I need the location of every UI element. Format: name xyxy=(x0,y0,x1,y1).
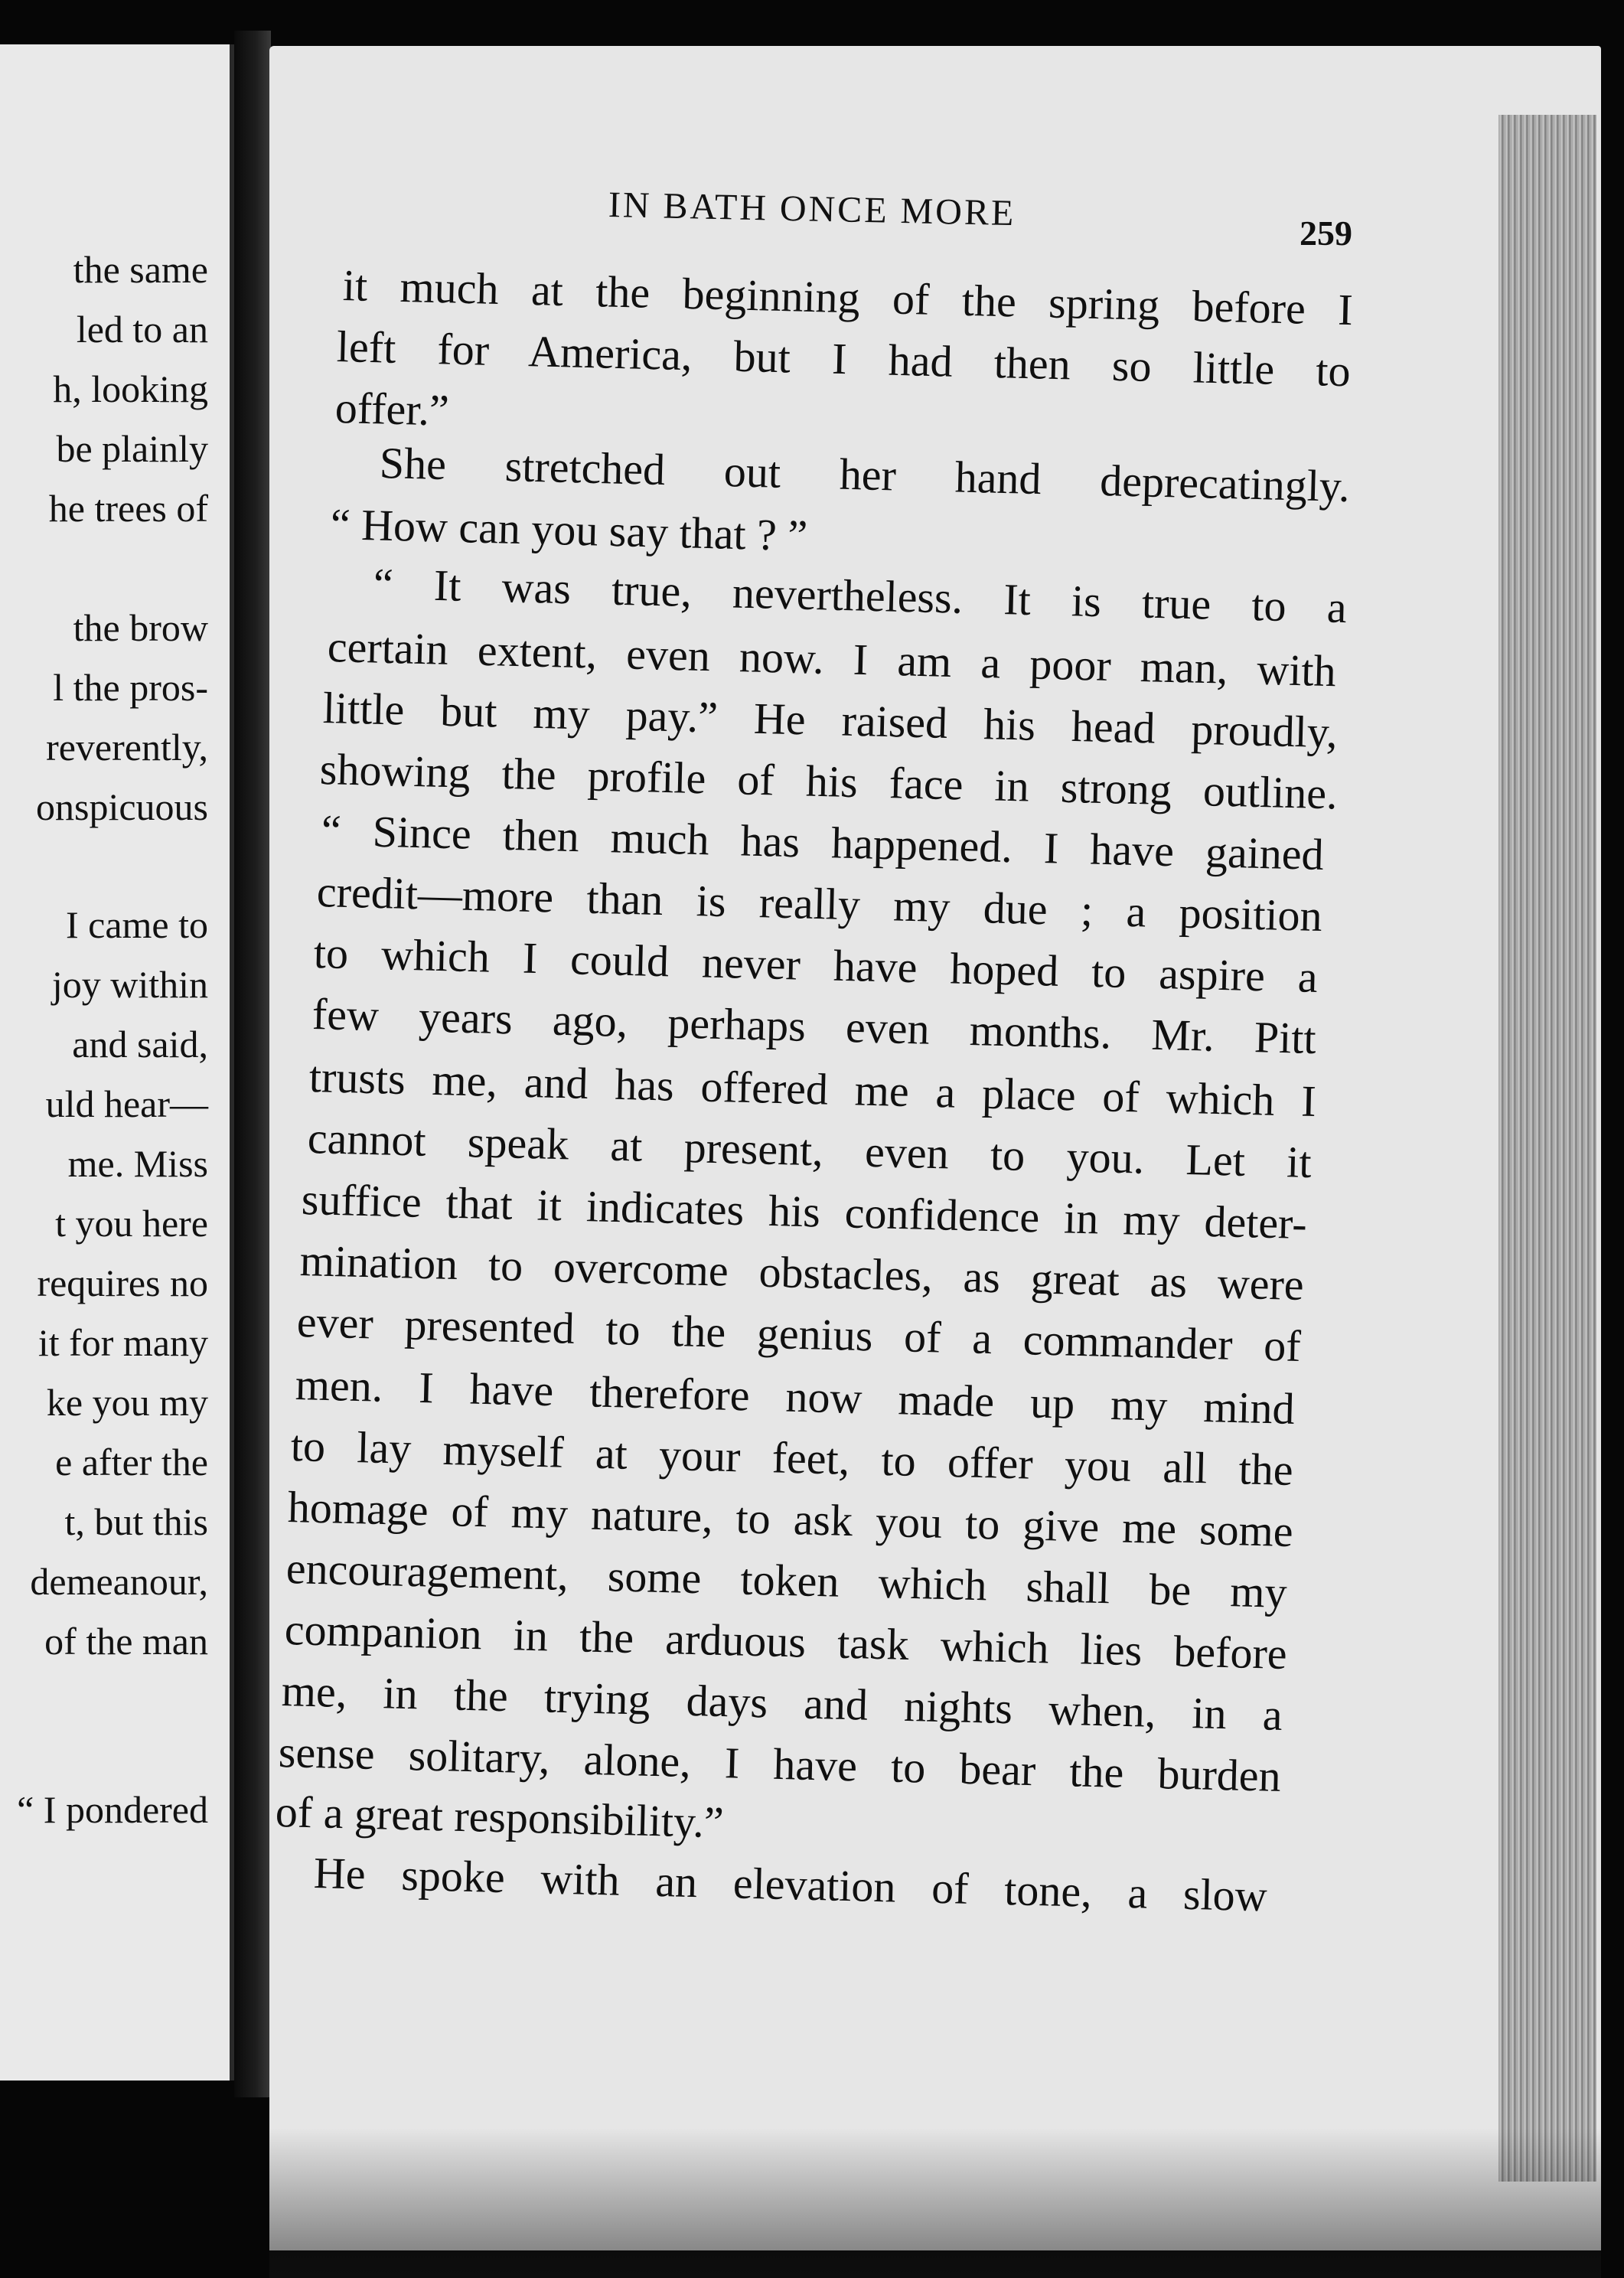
bottom-shadow xyxy=(269,2128,1601,2278)
facing-text-line: uld hear— xyxy=(45,1082,208,1125)
text-line: left for America, but I had then so little to xyxy=(336,321,1352,397)
facing-text-line: the brow xyxy=(73,606,208,649)
text-line: suffice that it indicates his confidence in my deter- xyxy=(301,1174,1308,1249)
facing-text-line: be plainly xyxy=(56,427,208,470)
facing-text-line: h, looking xyxy=(53,367,208,410)
facing-text-line: “ I pondered xyxy=(17,1788,208,1831)
text-line: “ Since then much has happened. I have gained xyxy=(321,805,1325,880)
facing-text-line: he trees of xyxy=(48,487,208,530)
text-line: ever presented to the genius of a commander of xyxy=(296,1297,1302,1372)
text-line: homage of my nature, to ask you to give me some xyxy=(287,1482,1294,1557)
text-line: trusts me, and has offered me a place of which I xyxy=(308,1052,1317,1127)
facing-text-line: me. Miss xyxy=(67,1142,208,1185)
facing-text-line: requires no xyxy=(37,1261,208,1304)
text-line: encouragement, some token which shall be my xyxy=(285,1543,1288,1617)
text-line: me, in the trying days and nights when, in a xyxy=(281,1666,1283,1740)
facing-text-line: joy within xyxy=(51,963,208,1006)
text-line: few years ago, perhaps even months. Mr. Pitt xyxy=(311,989,1317,1064)
text-line: men. I have therefore now made up my mind xyxy=(295,1359,1296,1434)
text-line: showing the profile of his face in strong outline. xyxy=(319,744,1339,819)
facing-text-line: reverently, xyxy=(46,726,208,769)
page-edges xyxy=(1498,115,1596,2182)
page-number: 259 xyxy=(1300,214,1352,253)
facing-text-line: I came to xyxy=(65,903,208,946)
text-line: He spoke with an elevation of tone, a slow xyxy=(313,1848,1268,1921)
text-line: to which I could never have hoped to aspire a xyxy=(313,928,1319,1003)
text-line: “ How can you say that ? ” xyxy=(330,499,808,561)
facing-text-line: it for many xyxy=(38,1321,208,1364)
facing-text-line: onspicuous xyxy=(36,785,208,828)
text-line: offer.” xyxy=(334,383,450,436)
facing-text-line: demeanour, xyxy=(30,1560,208,1603)
text-line: little but my pay.” He raised his head proudly, xyxy=(322,683,1339,758)
text-line: of a great responsibility.” xyxy=(275,1787,725,1848)
left-facing-page xyxy=(0,44,234,2081)
text-line: She stretched out her hand deprecatingly. xyxy=(379,438,1351,511)
text-line: cannot speak at present, even to you. Let it xyxy=(307,1113,1313,1188)
facing-text-line: t you here xyxy=(55,1202,208,1245)
running-head: IN BATH ONCE MORE xyxy=(608,184,1016,234)
facing-text-line: led to an xyxy=(76,308,208,351)
facing-text-line: and said, xyxy=(72,1023,208,1066)
facing-text-line: t, but this xyxy=(64,1500,208,1543)
text-line: sense solitary, alone, I have to bear the burden xyxy=(278,1727,1282,1801)
facing-text-line: the same xyxy=(73,248,208,291)
text-line: mination to overcome obstacles, as great as were xyxy=(299,1235,1305,1310)
book-gutter xyxy=(234,31,271,2097)
text-line: it much at the beginning of the spring before I xyxy=(342,260,1354,335)
text-line: companion in the arduous task which lies before xyxy=(284,1604,1288,1679)
facing-text-line: l the pros- xyxy=(53,666,208,709)
facing-text-line: e after the xyxy=(55,1441,208,1483)
facing-text-line: ke you my xyxy=(46,1381,208,1424)
text-line: credit—more than is really my due ; a position xyxy=(316,866,1323,942)
text-line: certain extent, even now. I am a poor man, with xyxy=(327,622,1337,697)
facing-text-line: of the man xyxy=(44,1620,208,1663)
text-line: to lay myself at your feet, to offer you all the xyxy=(290,1421,1294,1495)
text-line: “ It was true, nevertheless. It is true to a xyxy=(373,559,1348,633)
